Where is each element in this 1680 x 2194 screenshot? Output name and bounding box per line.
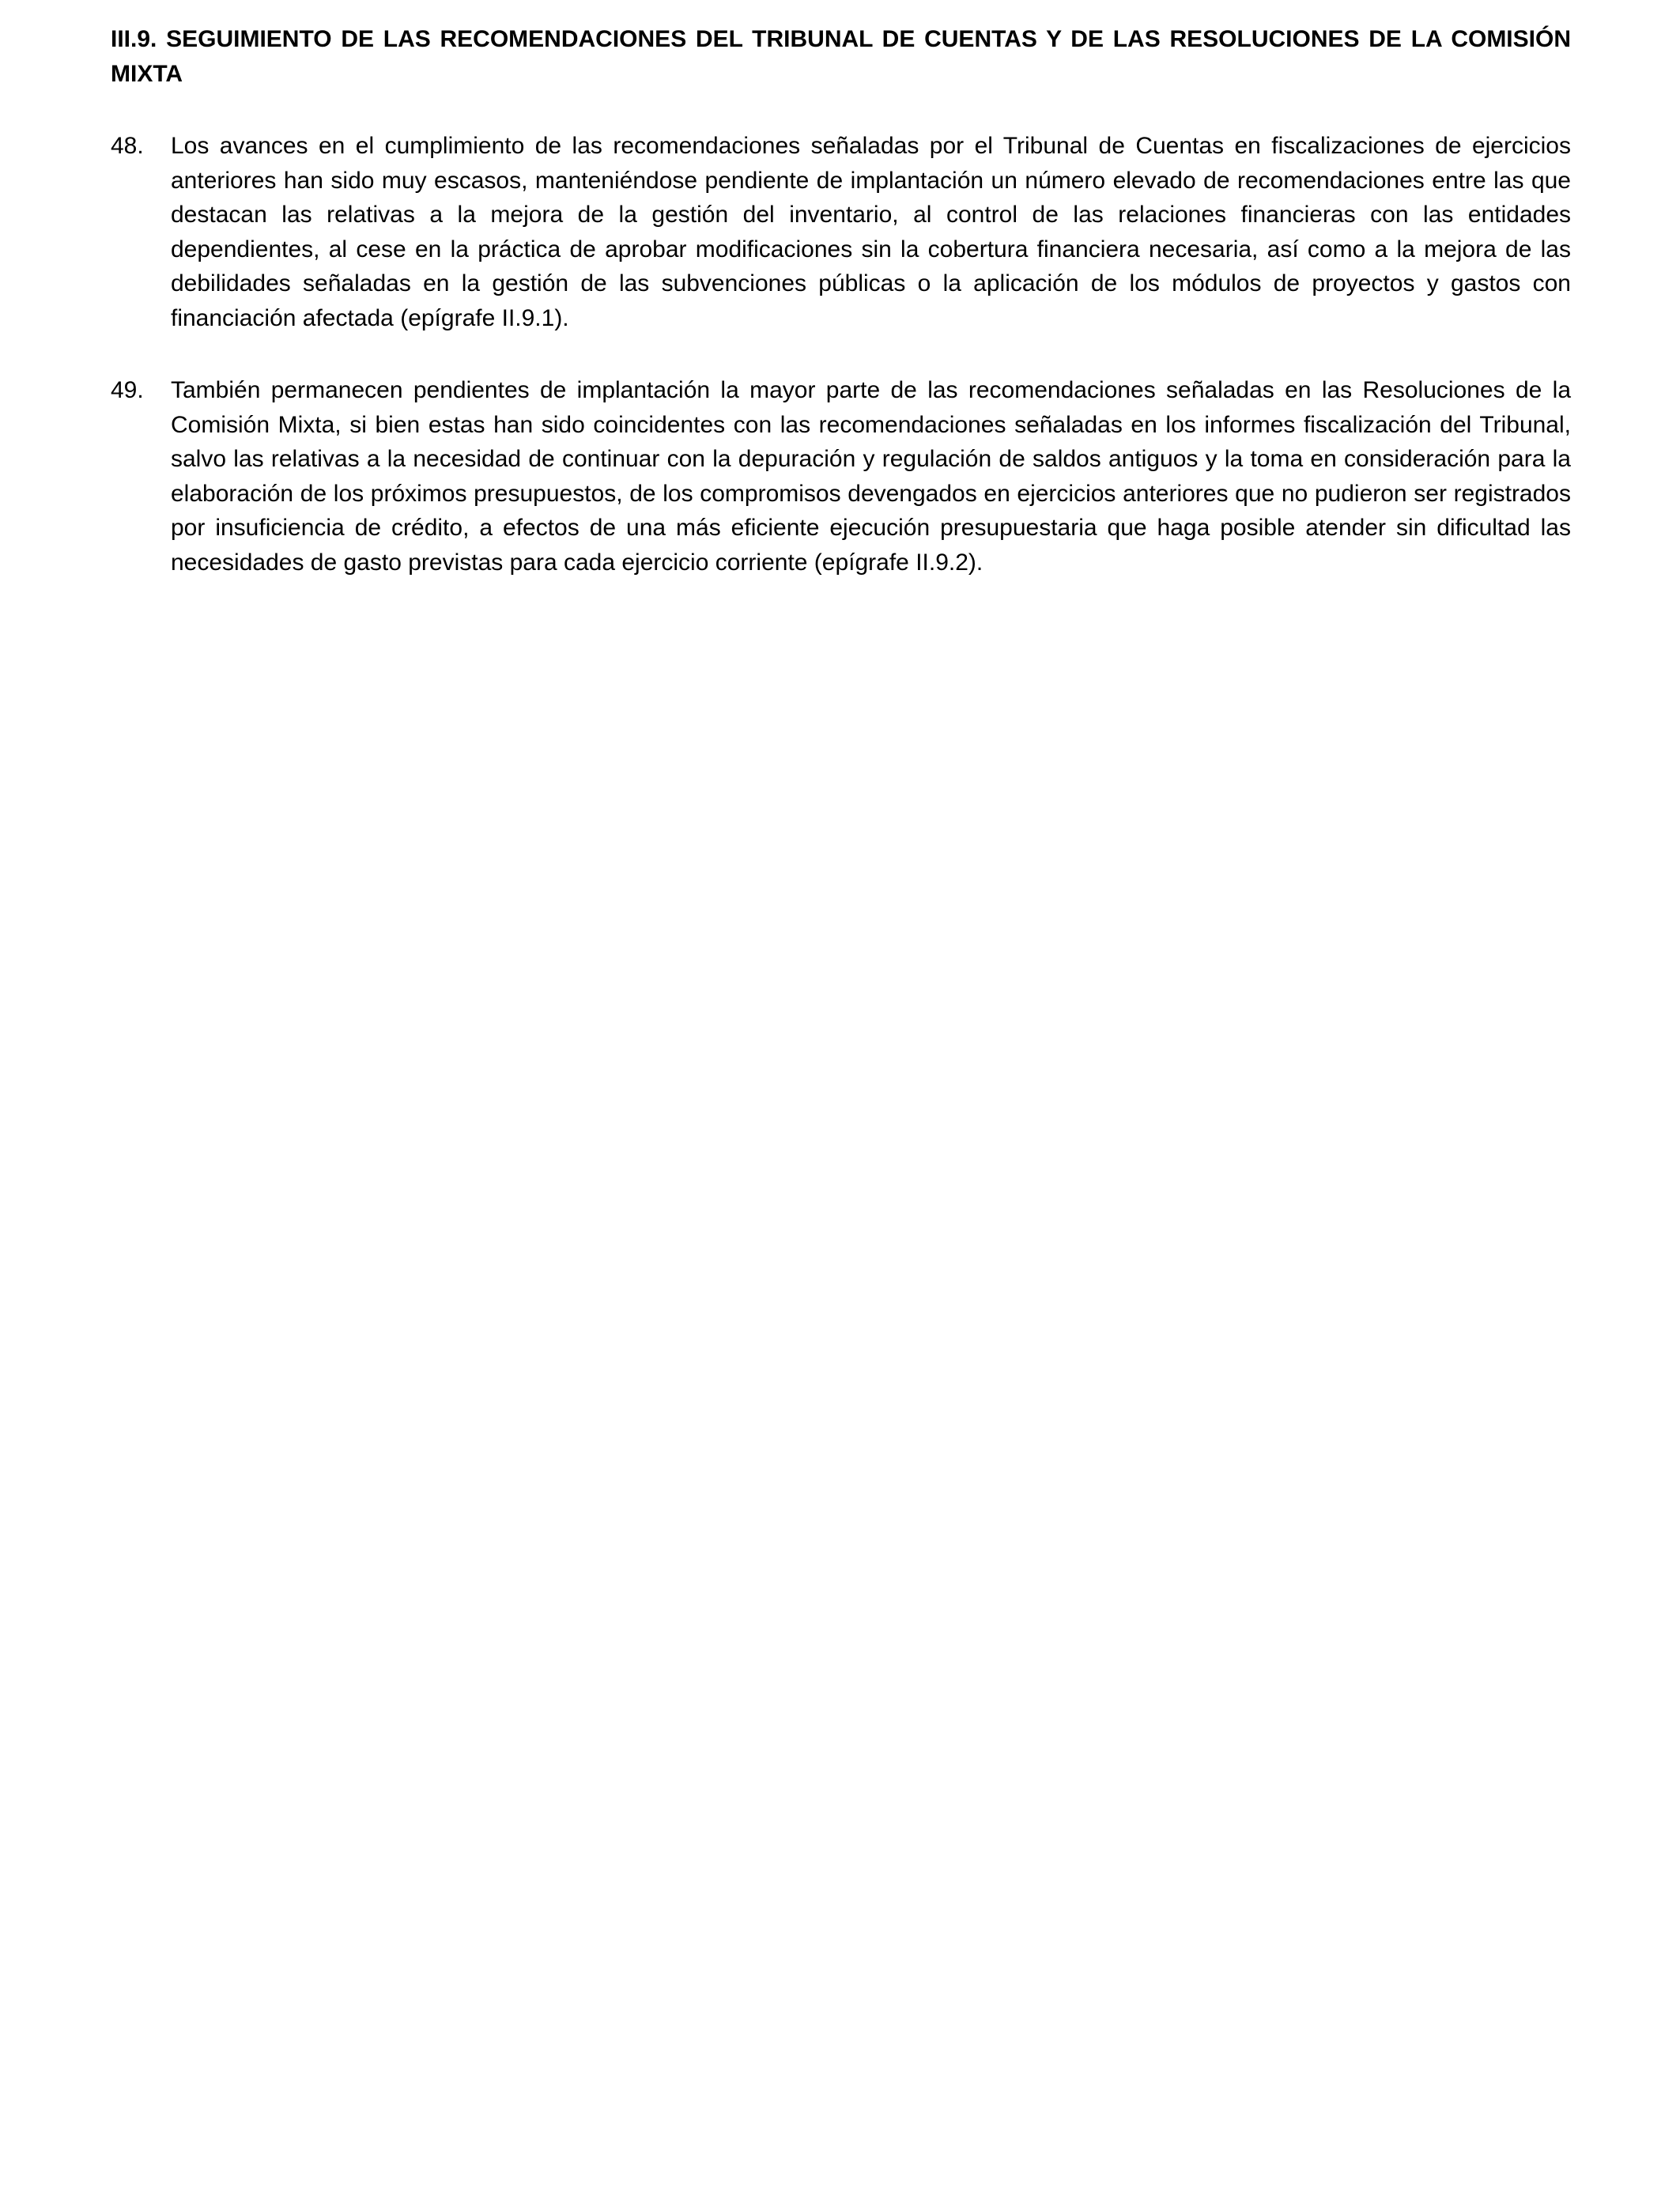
paragraph-49 — [111, 373, 1571, 580]
paragraph-number: 49. — [111, 377, 144, 403]
paragraph-number: 48. — [111, 133, 144, 159]
paragraph-48 — [111, 129, 1571, 335]
paragraph-text: También permanecen pendientes de implantación la mayor parte de las recomendaciones señaladas en las Resoluciones de la Comisión Mixta, si bien estas han sido coincidentes con las recomendaciones señaladas en los informes fiscalización del Tribunal, salvo las relativas a la necesidad de continuar con la depuración y regulación de saldos antiguos y la toma en consideración para la elaboración de los próximos presupuestos, de los compromisos devengados en ejercicios anteriores que no pudieron ser registrados por insuficiencia de crédito, a efectos de una más eficiente ejecución presupuestaria que haga posible atender sin dificultad las necesidades de gasto previstas para cada ejercicio corriente (epígrafe II.9.2). — [171, 377, 1571, 576]
paragraph-text: Los avances en el cumplimiento de las recomendaciones señaladas por el Tribunal de Cuentas en fiscalizaciones de ejercicios anteriores han sido muy escasos, manteniéndose pendiente de implantación un número elevado de recomendaciones entre las que destacan las relativas a la mejora de la gestión del inventario, al control de las relaciones financieras con las entidades dependientes, al cese en la práctica de aprobar modificaciones sin la cobertura financiera necesaria, así como a la mejora de las debilidades señaladas en la gestión de las subvenciones públicas o la aplicación de los módulos de proyectos y gastos con financiación afectada (epígrafe II.9.1). — [171, 133, 1571, 331]
section-heading: III.9. SEGUIMIENTO DE LAS RECOMENDACIONES DEL TRIBUNAL DE CUENTAS Y DE LAS RESOLUCIONES DE LA COMISIÓN MIXTA — [111, 26, 1571, 87]
